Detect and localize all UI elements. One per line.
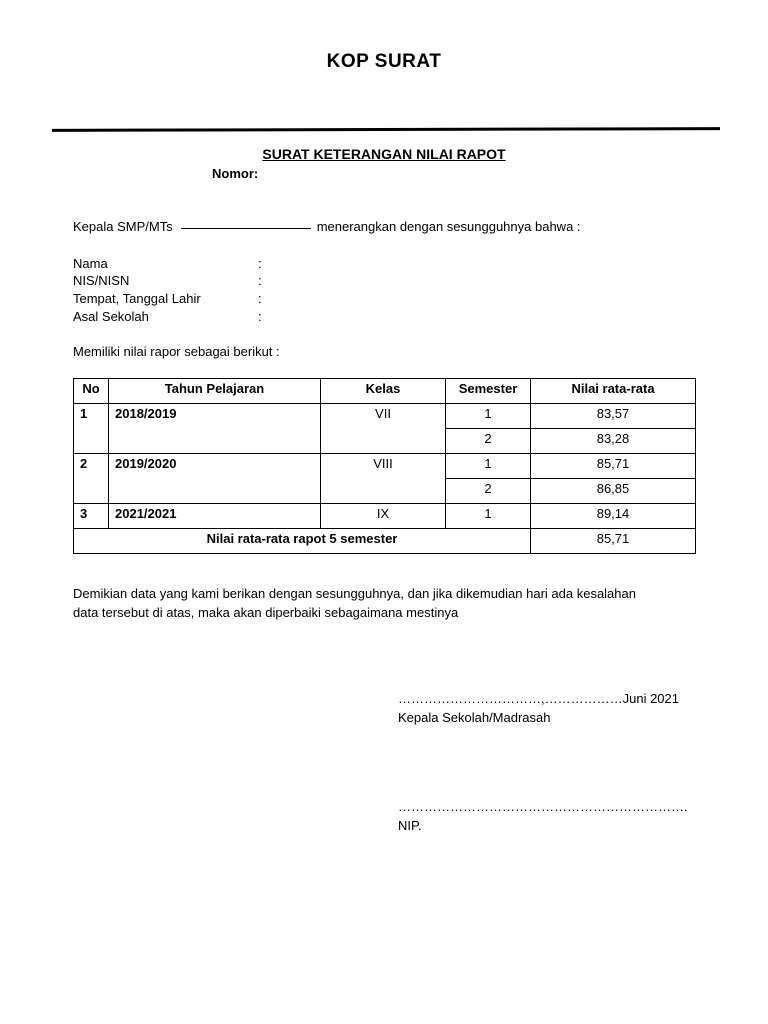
field-label-ttl: Tempat, Tanggal Lahir: [73, 291, 201, 306]
signature-name-line: ………………………………………………………….: [398, 799, 688, 814]
cell-nilai: 89,14: [531, 504, 696, 529]
field-colon: :: [258, 291, 262, 306]
cell-no: 3: [74, 504, 109, 529]
cell-kelas: VIII: [321, 454, 446, 504]
cell-semester: 1: [446, 404, 531, 429]
field-colon: :: [258, 309, 262, 324]
grades-table: [73, 378, 696, 554]
header-tahun-pelajaran: Tahun Pelajaran: [109, 379, 321, 404]
cell-no: 2: [74, 454, 109, 504]
table-intro: Memiliki nilai rapor sebagai berikut :: [73, 344, 280, 359]
closing-line: data tersebut di atas, maka akan diperbaiki sebagaimana mestinya: [73, 605, 459, 620]
signature-nip: NIP.: [398, 818, 422, 833]
cell-semester: 1: [446, 454, 531, 479]
letterhead-title: KOP SURAT: [326, 51, 442, 72]
summary-value: 85,71: [531, 529, 696, 554]
field-label-asal-sekolah: Asal Sekolah: [73, 309, 149, 324]
cell-nilai: 83,28: [531, 429, 696, 454]
field-label-nama: Nama: [73, 256, 108, 271]
cell-tahun: 2018/2019: [109, 404, 321, 454]
cell-kelas: IX: [321, 504, 446, 529]
intro-statement: [73, 219, 581, 234]
cell-tahun: 2019/2020: [109, 454, 321, 504]
cell-kelas: VII: [321, 404, 446, 454]
header-no: No: [74, 379, 109, 404]
signature-role: Kepala Sekolah/Madrasah: [398, 710, 551, 725]
cell-semester: 2: [446, 479, 531, 504]
document-title: SURAT KETERANGAN NILAI RAPOT: [262, 146, 506, 162]
table-row: [74, 404, 696, 429]
intro-prefix: Kepala SMP/MTs: [73, 219, 173, 234]
cell-nilai: 83,57: [531, 404, 696, 429]
signature-place-date: ……………………………,………………Juni 2021: [398, 691, 679, 706]
cell-tahun: 2021/2021: [109, 504, 321, 529]
cell-nilai: 85,71: [531, 454, 696, 479]
field-colon: :: [258, 256, 262, 271]
cell-semester: 1: [446, 504, 531, 529]
table-header-row: [74, 379, 696, 404]
letterhead-divider: [52, 127, 720, 132]
cell-semester: 2: [446, 429, 531, 454]
cell-nilai: 86,85: [531, 479, 696, 504]
table-row: [74, 504, 696, 529]
summary-label: Nilai rata-rata rapot 5 semester: [74, 529, 531, 554]
table-row: [74, 454, 696, 479]
school-name-blank: [181, 228, 311, 229]
cell-no: 1: [74, 404, 109, 454]
header-semester: Semester: [446, 379, 531, 404]
intro-suffix: menerangkan dengan sesungguhnya bahwa :: [316, 219, 581, 234]
header-nilai-rata-rata: Nilai rata-rata: [531, 379, 696, 404]
table-summary-row: [74, 529, 696, 554]
field-label-nis: NIS/NISN: [73, 273, 130, 288]
closing-line: Demikian data yang kami berikan dengan sesungguhnya, dan jika dikemudian hari ada kesalahan: [73, 586, 636, 601]
nomor-label: Nomor:: [212, 166, 259, 181]
header-kelas: Kelas: [321, 379, 446, 404]
field-colon: :: [258, 273, 262, 288]
closing-paragraph: [73, 584, 713, 622]
